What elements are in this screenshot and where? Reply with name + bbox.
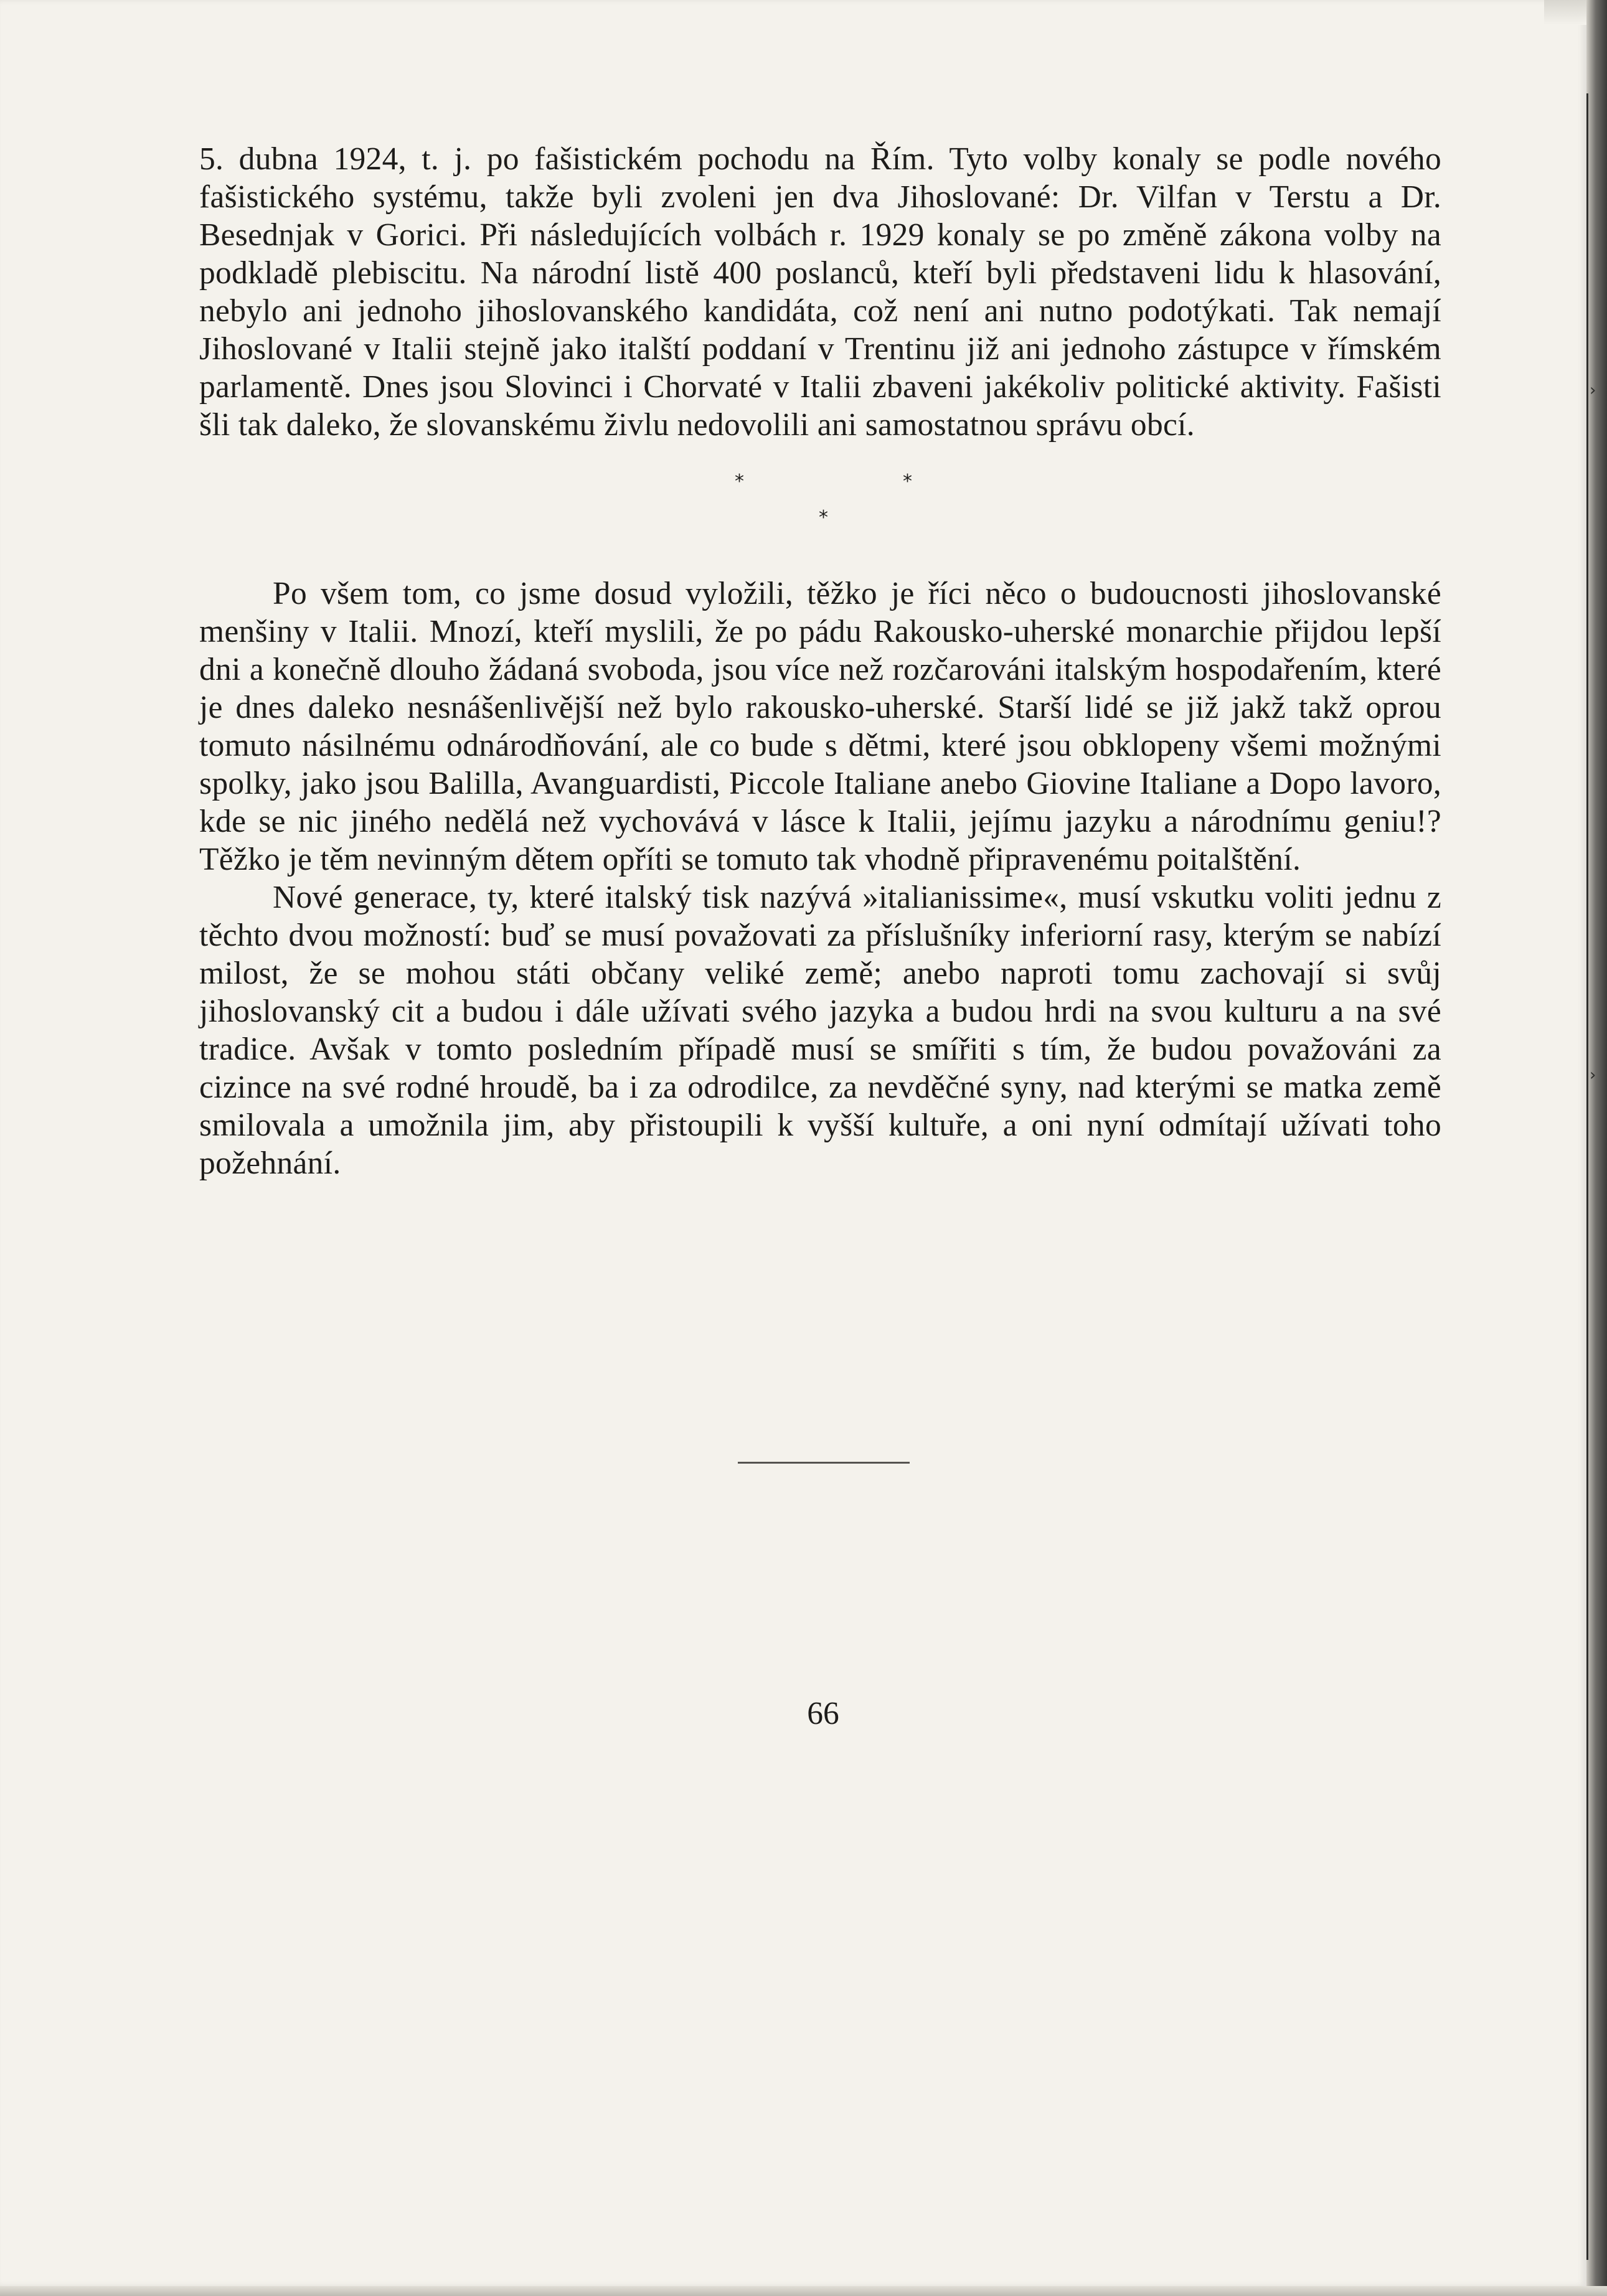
scan-edge-line: [1586, 93, 1588, 2260]
asterism-star: *: [903, 471, 913, 492]
paragraph: Nové generace, ty, které italský tisk nazývá »italianissime«, musí vskutku voliti jednu z těchto dvou možností: buď se musí považovati za příslušníky inferiorní rasy, kterým se nabízí milost, že se mohou státi občany veliké země; anebo naproti tomu zachovají si svůj jihoslovanský cit a budou i dále užívati svého jazyka a budou hrdi na svou kulturu a na své tradice. Avšak v tomto posledním případě musí se smířiti s tím, že budou považováni za cizince na své rodné hroudě, ba i za odrodilce, za nevděčné syny, nad kterými se matka země smilovala a umožnila jim, aby přistoupili k vyšší kultuře, a oni nyní odmítají užívati toho požehnání.: [199, 880, 1441, 1181]
paragraph-continued: 5. dubna 1924, t. j. po fašistickém pochodu na Řím. Tyto volby konaly se podle nového fašistického systému, takže byli zvoleni jen dva Jihoslované: Dr. Vilfan v Terstu a Dr. Besednjak v Gorici. Při následujících volbách r. 1929 konaly se po změně zákona volby na podkladě plebiscitu. Na národní listě 400 poslanců, kteří byli představeni lidu k hlasování, nebylo ani jednoho jihoslovanského kandidáta, což není ani nutno podotýkati. Tak nemají Jihoslované v Italii stejně jako italští poddaní v Trentinu již ani jednoho zástupce v římském parlamentě. Dnes jsou Slovinci i Chorvaté v Italii zbaveni jakékoliv politické aktivity. Fašisti šli tak daleko, že slovanskému živlu nedovolili ani samostatnou správu obcí.: [199, 141, 1441, 443]
asterism-star: *: [735, 471, 745, 492]
body-text: [199, 140, 1441, 1182]
asterism-star: *: [819, 507, 829, 529]
section-break-asterism: [199, 444, 1441, 575]
page-bottom-edge: [0, 2286, 1607, 2296]
book-binding-edge: [1586, 0, 1607, 2296]
page-number: 66: [807, 1696, 839, 1731]
scan-edge-mark: ›: [1590, 1066, 1596, 1084]
paragraph: Po všem tom, co jsme dosud vyložili, těžko je říci něco o budoucnosti jihoslovanské menšiny v Italii. Mnozí, kteří myslili, že po pádu Rakousko-uherské monarchie přijdou lepší dni a konečně dlouho žádaná svoboda, jsou více než rozčarováni italským hospodařením, které je dnes daleko nesnášenlivější než bylo rakousko-uherské. Starší lidé se již jakž takž oprou tomuto násilnému odnárodňování, ale co bude s dětmi, které jsou obklopeny všemi možnými spolky, jako jsou Balilla, Avanguardisti, Piccole Italiane anebo Giovine Italiane a Dopo lavoro, kde se nic jiného nedělá než vychovává v lásce k Italii, jejímu jazyku a národnímu geniu!? Těžko je těm nevinným dětem opříti se tomuto tak vhodně připravenému poitalštění.: [199, 576, 1441, 877]
end-of-chapter-rule: [738, 1462, 910, 1464]
page-corner-shadow: [1544, 0, 1586, 25]
scan-edge-mark: ›: [1590, 381, 1596, 400]
